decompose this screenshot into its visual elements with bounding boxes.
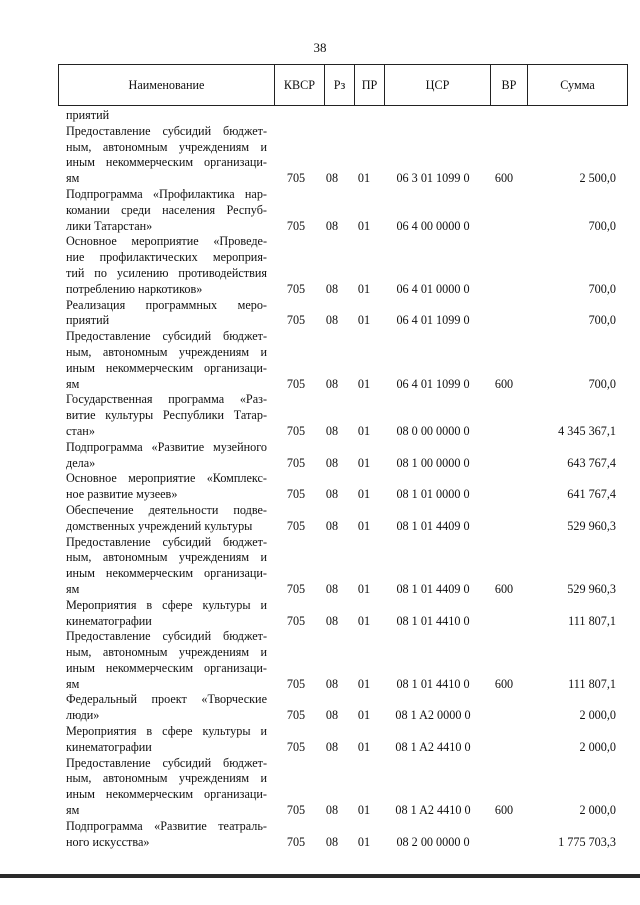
row-name-line: ние профилактических мероприя- <box>66 250 267 265</box>
row-pr: 01 <box>357 834 371 849</box>
row-name-line: Предоставление субсидий бюджет- <box>66 534 267 549</box>
row-rz: 08 <box>325 171 339 186</box>
row-csr: 08 0 00 0000 0 <box>396 423 470 438</box>
table-row <box>0 692 640 724</box>
row-kvsr: 705 <box>286 487 306 502</box>
row-name-line: люди» <box>66 708 100 723</box>
row-csr: 08 1 01 4410 0 <box>396 676 470 691</box>
row-rz: 08 <box>325 455 339 470</box>
row-sum: 700,0 <box>588 376 616 391</box>
row-name-line: домственных учреждений культуры <box>66 518 253 533</box>
row-sum: 529 960,3 <box>567 518 616 533</box>
row-name <box>66 471 267 503</box>
row-name-line: Предоставление субсидий бюджет- <box>66 329 267 344</box>
row-name <box>66 819 267 851</box>
row-rz: 08 <box>325 281 339 296</box>
table-header <box>58 64 628 106</box>
row-kvsr: 705 <box>286 739 306 754</box>
header-rz: Рз <box>324 65 354 105</box>
row-name-line: иным некоммерческим организаци- <box>66 155 267 170</box>
row-pr: 01 <box>357 803 371 818</box>
row-kvsr: 705 <box>286 581 306 596</box>
row-sum: 529 960,3 <box>567 581 616 596</box>
row-vr: 600 <box>494 581 514 596</box>
row-rz: 08 <box>325 803 339 818</box>
table-row <box>0 329 640 392</box>
row-name-line: ным, автономным учреждениям и <box>66 550 267 565</box>
header-vr: ВР <box>490 65 527 105</box>
row-name <box>66 598 267 630</box>
table-row <box>0 124 640 187</box>
table-row <box>0 440 640 472</box>
row-vr: 600 <box>494 676 514 691</box>
row-pr: 01 <box>357 676 371 691</box>
table-row <box>0 629 640 692</box>
row-name <box>66 124 267 187</box>
row-csr: 08 1 01 4410 0 <box>396 613 470 628</box>
row-name-line: Предоставление субсидий бюджет- <box>66 123 267 138</box>
row-sum: 111 807,1 <box>568 613 616 628</box>
table-row <box>0 756 640 819</box>
row-name-line: стан» <box>66 423 95 438</box>
row-kvsr: 705 <box>286 518 306 533</box>
row-name-line: кинематографии <box>66 613 152 628</box>
row-name <box>66 692 267 724</box>
row-csr: 08 1 00 0000 0 <box>396 455 470 470</box>
row-sum: 2 500,0 <box>579 171 616 186</box>
row-kvsr: 705 <box>286 423 306 438</box>
row-csr: 08 1 A2 4410 0 <box>395 739 471 754</box>
header-pr: ПР <box>354 65 384 105</box>
row-sum: 4 345 367,1 <box>558 423 616 438</box>
row-name-line: ям <box>66 171 80 186</box>
row-name <box>66 503 267 535</box>
row-name <box>66 298 267 330</box>
header-name: Наименование <box>128 78 205 92</box>
row-name <box>66 329 267 392</box>
row-vr: 600 <box>494 376 514 391</box>
row-name-line: Реализация программных меро- <box>66 297 267 312</box>
row-sum: 700,0 <box>588 313 616 328</box>
row-name-line: дела» <box>66 455 96 470</box>
row-csr: 06 4 00 0000 0 <box>396 218 470 233</box>
table-row <box>0 108 640 124</box>
row-name-line: Подпрограмма «Развитие театраль- <box>66 818 267 833</box>
row-name-line: ям <box>66 676 80 691</box>
table-row <box>0 298 640 330</box>
row-name-line: ное развитие музеев» <box>66 487 178 502</box>
row-pr: 01 <box>357 171 371 186</box>
row-csr: 08 1 01 4409 0 <box>396 581 470 596</box>
row-pr: 01 <box>357 739 371 754</box>
row-name-line: лики Татарстан» <box>66 218 153 233</box>
header-csr: ЦСР <box>384 65 490 105</box>
row-kvsr: 705 <box>286 171 306 186</box>
row-kvsr: 705 <box>286 834 306 849</box>
row-rz: 08 <box>325 613 339 628</box>
row-name <box>66 535 267 598</box>
table-row <box>0 187 640 234</box>
row-pr: 01 <box>357 708 371 723</box>
row-sum: 641 767,4 <box>567 487 616 502</box>
row-name-line: тий по усилению противодействия <box>66 265 267 280</box>
row-name-line: иным некоммерческим организаци- <box>66 566 267 581</box>
row-name-line: кинематографии <box>66 739 152 754</box>
row-sum: 2 000,0 <box>579 739 616 754</box>
row-name-line: витие культуры Республики Татар- <box>66 408 267 423</box>
row-name <box>66 756 267 819</box>
row-kvsr: 705 <box>286 281 306 296</box>
row-name-line: ям <box>66 803 80 818</box>
row-name <box>66 108 267 124</box>
row-rz: 08 <box>325 708 339 723</box>
row-rz: 08 <box>325 676 339 691</box>
row-name-line: Мероприятия в сфере культуры и <box>66 724 267 739</box>
row-name <box>66 724 267 756</box>
row-name-line: иным некоммерческим организаци- <box>66 360 267 375</box>
row-name-line: Основное мероприятие «Проведе- <box>66 234 267 249</box>
row-csr: 06 4 01 0000 0 <box>396 281 470 296</box>
row-rz: 08 <box>325 518 339 533</box>
row-name-line: Мероприятия в сфере культуры и <box>66 597 267 612</box>
row-sum: 111 807,1 <box>568 676 616 691</box>
row-name-line: комании среди населения Респуб- <box>66 202 267 217</box>
row-rz: 08 <box>325 581 339 596</box>
row-name-line: приятий <box>66 108 110 122</box>
row-rz: 08 <box>325 423 339 438</box>
row-csr: 08 2 00 0000 0 <box>396 834 470 849</box>
row-name-line: ям <box>66 581 80 596</box>
table-body <box>0 108 640 850</box>
row-name-line: приятий <box>66 313 110 328</box>
row-name-line: Обеспечение деятельности подве- <box>66 502 267 517</box>
row-kvsr: 705 <box>286 313 306 328</box>
row-rz: 08 <box>325 313 339 328</box>
row-pr: 01 <box>357 613 371 628</box>
table-row <box>0 471 640 503</box>
row-name-line: ным, автономным учреждениям и <box>66 771 267 786</box>
row-pr: 01 <box>357 581 371 596</box>
row-pr: 01 <box>357 376 371 391</box>
row-csr: 08 1 01 0000 0 <box>396 487 470 502</box>
row-pr: 01 <box>357 313 371 328</box>
row-csr: 06 4 01 1099 0 <box>396 313 470 328</box>
row-rz: 08 <box>325 739 339 754</box>
row-kvsr: 705 <box>286 803 306 818</box>
header-kvsr: КВСР <box>274 65 324 105</box>
row-sum: 643 767,4 <box>567 455 616 470</box>
row-name-line: Государственная программа «Раз- <box>66 392 267 407</box>
row-sum: 700,0 <box>588 218 616 233</box>
header-sum: Сумма <box>527 65 627 105</box>
row-csr: 06 3 01 1099 0 <box>396 171 470 186</box>
table-row <box>0 724 640 756</box>
table-row <box>0 234 640 297</box>
row-name-line: ям <box>66 376 80 391</box>
row-name-line: Предоставление субсидий бюджет- <box>66 629 267 644</box>
row-sum: 2 000,0 <box>579 708 616 723</box>
page-bottom-border <box>0 874 640 878</box>
row-csr: 08 1 A2 4410 0 <box>395 803 471 818</box>
row-name-line: иным некоммерческим организаци- <box>66 787 267 802</box>
row-name-line: ным, автономным учреждениям и <box>66 645 267 660</box>
row-sum: 700,0 <box>588 281 616 296</box>
row-kvsr: 705 <box>286 708 306 723</box>
row-name-line: Подпрограмма «Развитие музейного <box>66 439 267 454</box>
row-kvsr: 705 <box>286 455 306 470</box>
row-rz: 08 <box>325 376 339 391</box>
row-name-line: Федеральный проект «Творческие <box>66 692 267 707</box>
table-row <box>0 535 640 598</box>
row-name <box>66 392 267 439</box>
row-kvsr: 705 <box>286 218 306 233</box>
row-sum: 2 000,0 <box>579 803 616 818</box>
row-kvsr: 705 <box>286 376 306 391</box>
row-name <box>66 234 267 297</box>
row-rz: 08 <box>325 218 339 233</box>
row-name-line: Предоставление субсидий бюджет- <box>66 755 267 770</box>
row-csr: 06 4 01 1099 0 <box>396 376 470 391</box>
row-name-line: Основное мероприятие «Комплекс- <box>66 471 267 486</box>
row-vr: 600 <box>494 171 514 186</box>
row-name-line: Подпрограмма «Профилактика нар- <box>66 186 267 201</box>
table-row <box>0 392 640 439</box>
table-row <box>0 819 640 851</box>
row-name <box>66 440 267 472</box>
row-csr: 08 1 A2 0000 0 <box>395 708 471 723</box>
row-pr: 01 <box>357 487 371 502</box>
row-pr: 01 <box>357 455 371 470</box>
row-name <box>66 629 267 692</box>
row-rz: 08 <box>325 487 339 502</box>
row-pr: 01 <box>357 423 371 438</box>
row-name-line: потреблению наркотиков» <box>66 281 203 296</box>
table-row <box>0 503 640 535</box>
row-pr: 01 <box>357 518 371 533</box>
row-vr: 600 <box>494 803 514 818</box>
row-kvsr: 705 <box>286 676 306 691</box>
row-name-line: ного искусства» <box>66 834 150 849</box>
table-row <box>0 598 640 630</box>
row-name-line: ным, автономным учреждениям и <box>66 344 267 359</box>
row-pr: 01 <box>357 218 371 233</box>
row-kvsr: 705 <box>286 613 306 628</box>
row-sum: 1 775 703,3 <box>558 834 616 849</box>
row-rz: 08 <box>325 834 339 849</box>
page-number: 38 <box>313 40 327 55</box>
row-csr: 08 1 01 4409 0 <box>396 518 470 533</box>
row-pr: 01 <box>357 281 371 296</box>
row-name-line: иным некоммерческим организаци- <box>66 660 267 675</box>
row-name <box>66 187 267 234</box>
row-name-line: ным, автономным учреждениям и <box>66 139 267 154</box>
